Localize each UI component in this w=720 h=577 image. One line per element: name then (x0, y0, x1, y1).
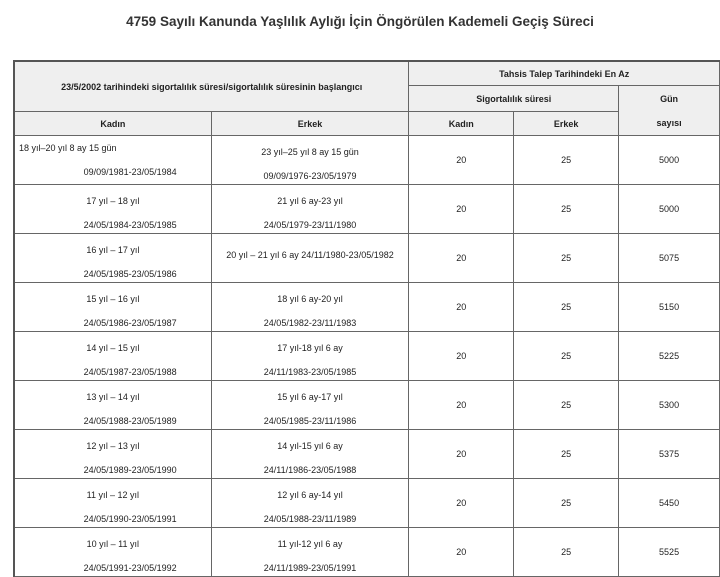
table-row (15, 430, 720, 479)
header-gun-bottom: sayısı (656, 118, 682, 128)
kadin-duration: 17 yıl – 18 yıl (86, 196, 140, 206)
kadin-sigortalilik-value: 20 (409, 185, 514, 234)
kadin-sigortalilik-value: 20 (409, 234, 514, 283)
erkek-cell (212, 283, 410, 332)
table-row (15, 381, 720, 430)
erkek-cell (212, 136, 410, 185)
header-gun (619, 86, 720, 136)
erkek-duration: 20 yıl – 21 yıl 6 ay 24/11/1980-23/05/1982 (226, 250, 394, 260)
erkek-date-range: 24/05/1985-23/11/1986 (263, 416, 357, 426)
kadin-duration: 15 yıl – 16 yıl (86, 294, 140, 304)
kadin-cell (15, 185, 212, 234)
kadin-sigortalilik-value: 20 (409, 479, 514, 528)
kadin-date-range: 24/05/1984-23/05/1985 (83, 220, 177, 230)
table-row (15, 185, 720, 234)
kadin-cell (15, 283, 212, 332)
erkek-cell (212, 332, 410, 381)
gun-sayisi-value: 5075 (619, 234, 720, 283)
erkek-sigortalilik-value: 25 (514, 332, 619, 381)
header-erkek: Erkek (212, 112, 410, 136)
table-row (15, 479, 720, 528)
kadin-sigortalilik-value: 20 (409, 528, 514, 577)
erkek-duration: 14 yıl-15 yıl 6 ay (277, 441, 343, 451)
kadin-date-range: 24/05/1987-23/05/1988 (83, 367, 177, 377)
erkek-date-range: 24/11/1983-23/05/1985 (263, 367, 357, 377)
erkek-sigortalilik-value: 25 (514, 430, 619, 479)
kadin-date-range: 24/05/1988-23/05/1989 (83, 416, 177, 426)
erkek-sigortalilik-value: 25 (514, 234, 619, 283)
erkek-duration: 15 yıl 6 ay-17 yıl (277, 392, 343, 402)
gun-sayisi-value: 5375 (619, 430, 720, 479)
header-kadin: Kadın (15, 112, 212, 136)
erkek-date-range: 24/05/1979-23/11/1980 (263, 220, 357, 230)
erkek-cell (212, 234, 410, 283)
erkek-cell (212, 430, 410, 479)
kadin-date-range: 24/05/1986-23/05/1987 (83, 318, 177, 328)
erkek-duration: 17 yıl-18 yıl 6 ay (277, 343, 343, 353)
erkek-cell (212, 479, 410, 528)
erkek-cell (212, 528, 410, 577)
kadin-cell (15, 332, 212, 381)
kadin-cell (15, 430, 212, 479)
kadin-duration: 16 yıl – 17 yıl (86, 245, 140, 255)
erkek-date-range: 24/05/1982-23/11/1983 (263, 318, 357, 328)
kadin-duration: 11 yıl – 12 yıl (86, 490, 140, 500)
header-erkek-sure: Erkek (514, 112, 619, 136)
erkek-duration: 11 yıl-12 yıl 6 ay (277, 539, 343, 549)
kadin-duration: 12 yıl – 13 yıl (86, 441, 140, 451)
kadin-sigortalilik-value: 20 (409, 381, 514, 430)
erkek-sigortalilik-value: 25 (514, 479, 619, 528)
table-row (15, 332, 720, 381)
gun-sayisi-value: 5000 (619, 185, 720, 234)
kadin-date-range: 24/05/1991-23/05/1992 (83, 563, 177, 573)
kadin-sigortalilik-value: 20 (409, 283, 514, 332)
gun-sayisi-value: 5000 (619, 136, 720, 185)
kadin-duration: 14 yıl – 15 yıl (86, 343, 140, 353)
gun-sayisi-value: 5525 (619, 528, 720, 577)
table-row (15, 528, 720, 577)
kadin-date-range: 24/05/1985-23/05/1986 (83, 269, 177, 279)
header-right-group: Tahsis Talep Tarihindeki En Az (409, 62, 720, 86)
header-left-group: 23/5/2002 tarihindeki sigortalılık süresi/sigortalılık süresinin başlangıcı (15, 62, 409, 112)
erkek-date-range: 24/11/1986-23/05/1988 (263, 465, 357, 475)
table-row (15, 283, 720, 332)
kadin-sigortalilik-value: 20 (409, 430, 514, 479)
header-sigortalilik: Sigortalılık süresi (409, 86, 619, 112)
kadin-cell (15, 136, 212, 185)
kadin-sigortalilik-value: 20 (409, 332, 514, 381)
table-row (15, 234, 720, 283)
header-gun-top: Gün (660, 94, 679, 104)
kadin-duration: 18 yıl–20 yıl 8 ay 15 gün (19, 143, 117, 153)
kadin-date-range: 24/05/1990-23/05/1991 (83, 514, 177, 524)
kadin-date-range: 24/05/1989-23/05/1990 (83, 465, 177, 475)
erkek-cell (212, 185, 410, 234)
gun-sayisi-value: 5225 (619, 332, 720, 381)
erkek-duration: 12 yıl 6 ay-14 yıl (277, 490, 343, 500)
kadin-date-range: 09/09/1981-23/05/1984 (83, 167, 177, 177)
page-title: 4759 Sayılı Kanunda Yaşlılık Aylığı İçin Öngörülen Kademeli Geçiş Süreci (126, 14, 594, 29)
kadin-sigortalilik-value: 20 (409, 136, 514, 185)
table-row (15, 136, 720, 185)
erkek-date-range: 09/09/1976-23/05/1979 (263, 171, 357, 181)
transition-table (13, 60, 720, 577)
erkek-sigortalilik-value: 25 (514, 283, 619, 332)
gun-sayisi-value: 5150 (619, 283, 720, 332)
kadin-duration: 10 yıl – 11 yıl (86, 539, 140, 549)
erkek-duration: 23 yıl–25 yıl 8 ay 15 gün (261, 147, 359, 157)
header-kadin-sure: Kadın (409, 112, 514, 136)
erkek-cell (212, 381, 410, 430)
erkek-duration: 21 yıl 6 ay-23 yıl (277, 196, 343, 206)
kadin-duration: 13 yıl – 14 yıl (86, 392, 140, 402)
erkek-duration: 18 yıl 6 ay-20 yıl (277, 294, 343, 304)
kadin-cell (15, 528, 212, 577)
kadin-cell (15, 381, 212, 430)
erkek-sigortalilik-value: 25 (514, 136, 619, 185)
gun-sayisi-value: 5450 (619, 479, 720, 528)
erkek-date-range: 24/05/1988-23/11/1989 (263, 514, 357, 524)
erkek-sigortalilik-value: 25 (514, 381, 619, 430)
kadin-cell (15, 479, 212, 528)
kadin-cell (15, 234, 212, 283)
erkek-sigortalilik-value: 25 (514, 185, 619, 234)
erkek-date-range: 24/11/1989-23/05/1991 (263, 563, 357, 573)
erkek-sigortalilik-value: 25 (514, 528, 619, 577)
gun-sayisi-value: 5300 (619, 381, 720, 430)
